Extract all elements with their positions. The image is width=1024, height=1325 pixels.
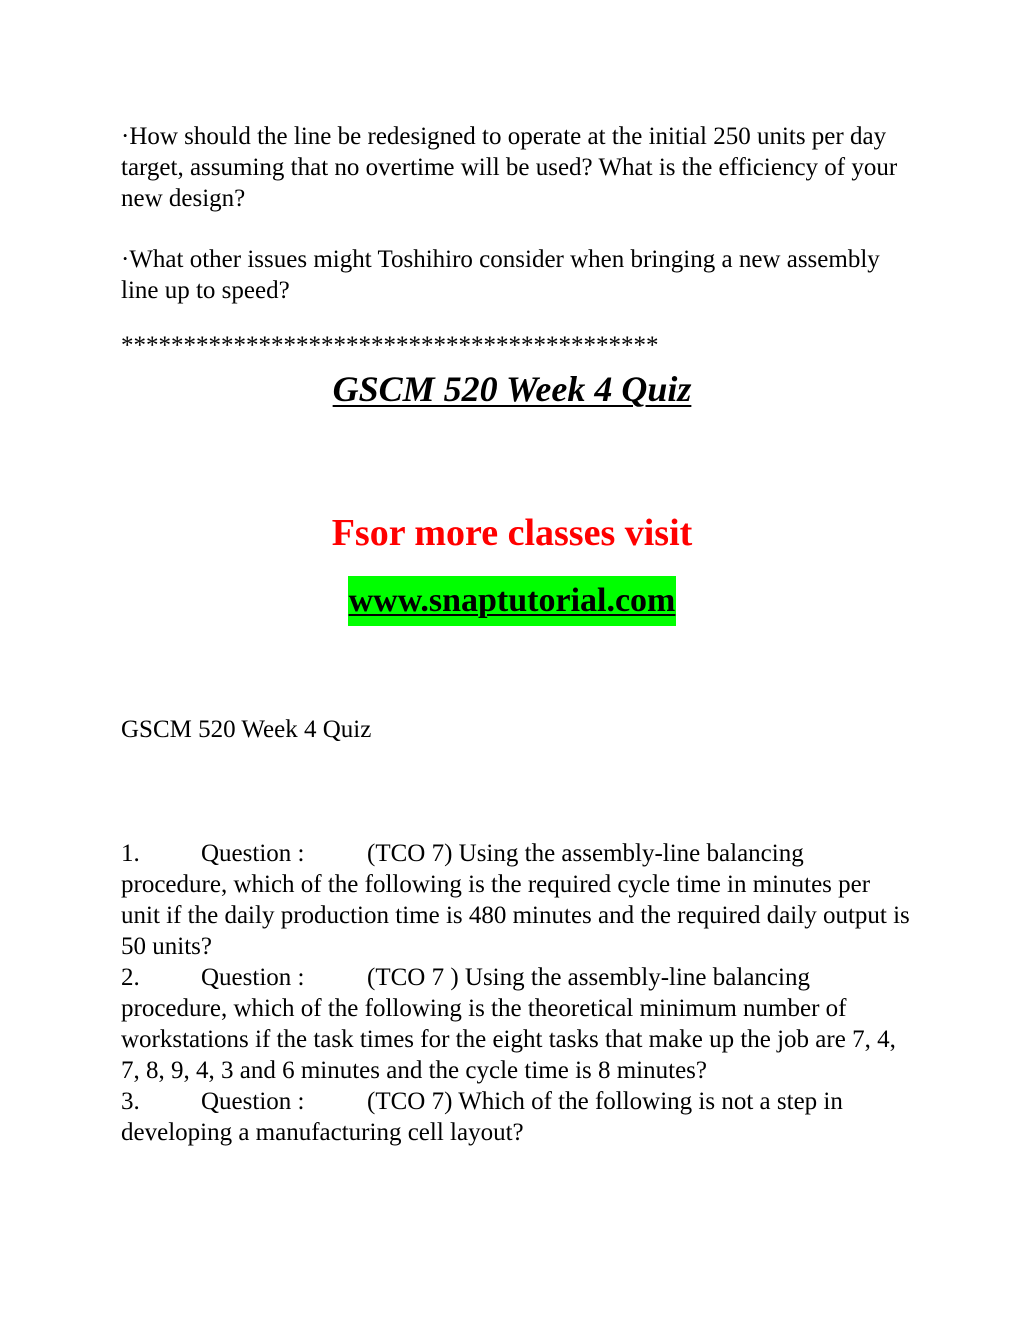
question-item: [121, 838, 911, 962]
question-label: Question :: [201, 1088, 305, 1115]
intro-question-1: [121, 121, 911, 214]
quiz-heading: GSCM 520 Week 4 Quiz: [332, 369, 692, 409]
bullet-mark: ·: [121, 123, 130, 150]
question-label: Question :: [201, 964, 305, 991]
intro-question-text: How should the line be redesigned to operate at the initial 250 units per day target, assuming that no overtime will be used? What is the efficiency of your new design?: [121, 123, 898, 212]
question-label: Question :: [201, 840, 305, 867]
promo-text: Fsor more classes visit: [331, 512, 693, 554]
question-text: (TCO 7) Using the assembly-line balancing procedure, which of the following is the required cycle time in minutes per unit if the daily production time is 480 minutes and the required daily output is 50 units?: [121, 840, 910, 960]
question-number: 2.: [121, 964, 140, 991]
question-item: [121, 1086, 911, 1148]
question-list: [121, 838, 911, 1148]
intro-question-text: What other issues might Toshihiro consider when bringing a new assembly line up to speed?: [121, 246, 880, 304]
intro-question-2: [121, 244, 911, 306]
question-text: (TCO 7) Which of the following is not a step in developing a manufacturing cell layout?: [121, 1088, 843, 1146]
promo-link-row: [0, 576, 1024, 626]
section-title: GSCM 520 Week 4 Quiz: [121, 716, 372, 743]
question-number: 1.: [121, 840, 140, 867]
snaptutorial-link[interactable]: www.snaptutorial.com: [348, 576, 677, 626]
asterisk-separator: *******************************************: [121, 332, 659, 359]
bullet-mark: ·: [121, 246, 130, 273]
question-item: [121, 962, 911, 1086]
question-text: (TCO 7 ) Using the assembly-line balancing procedure, which of the following is the theoretical minimum number of workstations if the task times for the eight tasks that make up the job are 7, 4, 7, 8, 9, 4, 3 and 6 minutes and the cycle time is 8 minutes?: [121, 964, 896, 1084]
question-number: 3.: [121, 1088, 140, 1115]
